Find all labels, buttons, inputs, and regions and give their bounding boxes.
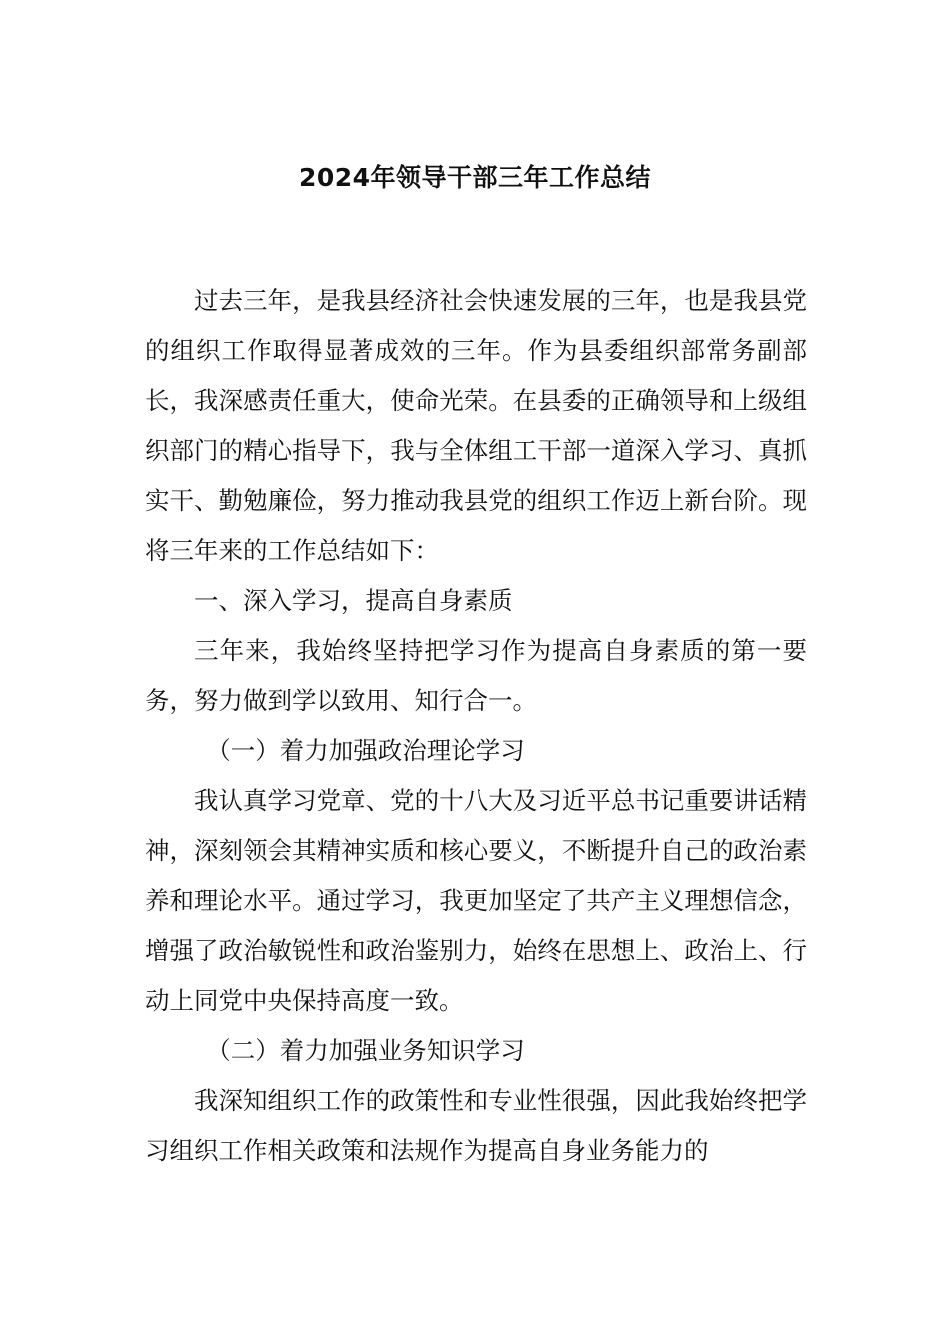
subsection-heading-1: （一）着力加强政治理论学习 (206, 736, 525, 765)
section-heading-1: 一、深入学习，提高自身素质 (194, 586, 513, 615)
subsection-1-paragraph: 我认真学习党章、党的十八大及习近平总书记重要讲话精神，深刻领会其精神实质和核心要义，不断提升自己的政治素养和理论水平。通过学习，我更加坚定了共产主义理想信念，增强了政治敏锐性和政治鉴别力，始终在思想上、政治上、行动上同党中央保持高度一致。 (145, 786, 807, 1015)
document-title: 2024年领导干部三年工作总结 (298, 163, 652, 192)
section-1-paragraph: 三年来，我始终坚持把学习作为提高自身素质的第一要务，努力做到学以致用、知行合一。 (145, 636, 807, 715)
intro-paragraph: 过去三年，是我县经济社会快速发展的三年，也是我县党的组织工作取得显著成效的三年。作为县委组织部常务副部长，我深感责任重大，使命光荣。在县委的正确领导和上级组织部门的精心指导下，我与全体组工干部一道深入学习、真抓实干、勤勉廉俭，努力推动我县党的组织工作迈上新台阶。现将三年来的工作总结如下： (145, 286, 807, 565)
subsection-2-paragraph: 我深知组织工作的政策性和专业性很强，因此我始终把学习组织工作相关政策和法规作为提高自身业务能力的 (145, 1086, 807, 1165)
document-body (145, 276, 807, 1176)
subsection-heading-2: （二）着力加强业务知识学习 (206, 1036, 525, 1065)
